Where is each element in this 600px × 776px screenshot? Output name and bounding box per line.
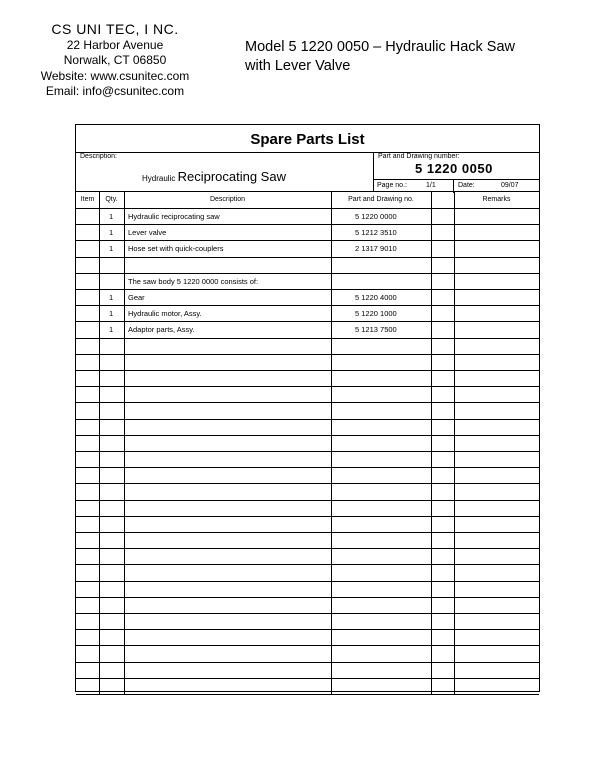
table-column-divider (431, 192, 432, 694)
table-row-rule (76, 370, 539, 371)
row-description: Lever valve (128, 228, 167, 238)
page-value: 1/1 (426, 182, 436, 189)
part-drawing-number: 5 1220 0050 (415, 161, 493, 176)
table-row-rule (76, 483, 539, 484)
model-line2: with Lever Valve (245, 58, 351, 74)
table-header-cell: Part and Drawing no. (348, 196, 414, 203)
row-description: Hydraulic reciprocating saw (128, 212, 220, 221)
table-row-rule (76, 402, 539, 403)
table-row-rule (76, 613, 539, 614)
table-header-cell (431, 192, 454, 208)
sheet-title: Spare Parts List (76, 125, 539, 153)
table-row-rule (76, 678, 539, 679)
table-row-rule (76, 224, 539, 225)
table-row-rule (76, 289, 539, 290)
table-row-rule (76, 240, 539, 241)
table-row-rule (76, 564, 539, 565)
row-part-number: 5 1212 3510 (355, 228, 397, 238)
table-row-rule (76, 419, 539, 420)
row-qty: 1 (109, 293, 114, 302)
table-column-divider (454, 192, 455, 694)
row-part-number: 5 1220 1000 (355, 309, 397, 319)
row-description: Gear (128, 293, 145, 302)
company-address2: Norwalk, CT 06850 (63, 53, 167, 67)
company-email: Email: info@csunitec.com (45, 84, 185, 98)
table-row-rule (76, 273, 539, 274)
table-row-rule (76, 694, 539, 695)
table-row-rule (76, 305, 539, 306)
table-row-rule (76, 645, 539, 646)
table-row-rule (76, 629, 539, 630)
table-row-rule (76, 516, 539, 517)
table-row-rule (76, 257, 539, 258)
row-description: Hose set with quick-couplers (128, 244, 224, 254)
table-row-rule (76, 354, 539, 355)
model-title (245, 38, 515, 76)
part-drawing-box (374, 152, 539, 192)
table-header-cell: Qty. (105, 196, 118, 203)
row-part-number: 5 1213 7500 (355, 325, 397, 335)
table-row-rule (76, 338, 539, 339)
description-big: Reciprocating Saw (177, 169, 286, 184)
row-description: The saw body 5 1220 0000 consists of: (128, 276, 259, 286)
spare-parts-sheet (75, 124, 540, 692)
table-header-cell: Description (209, 196, 245, 203)
page-date-row (374, 179, 539, 193)
table-row-rule (76, 467, 539, 468)
table-row-rule (76, 532, 539, 533)
row-qty: 1 (109, 228, 114, 238)
company-website: Website: www.csunitec.com (40, 68, 190, 83)
table-column-divider (99, 192, 100, 694)
model-line1: Model 5 1220 0050 – Hydraulic Hack Saw (245, 39, 516, 55)
part-drawing-label: Part and Drawing number: (378, 153, 460, 160)
row-part-number: 5 1220 4000 (355, 293, 397, 302)
table-row-rule (76, 435, 539, 436)
row-part-number: 2 1317 9010 (355, 244, 397, 254)
table-column-divider (124, 192, 125, 694)
table-row-rule (76, 581, 539, 582)
row-qty: 1 (109, 244, 114, 254)
date-label: Date: (458, 182, 475, 189)
date-value: 09/07 (501, 182, 519, 189)
row-qty: 1 (109, 212, 114, 221)
table-row-rule (76, 662, 539, 663)
table-row-rule (76, 500, 539, 501)
row-qty: 1 (109, 325, 114, 335)
description-box (76, 152, 374, 192)
table-row-rule (76, 321, 539, 322)
company-address1: 22 Harbor Avenue (66, 37, 164, 52)
description-value (142, 169, 286, 184)
company-block (30, 22, 200, 100)
table-row-rule (76, 597, 539, 598)
row-description: Hydraulic motor, Assy. (128, 309, 202, 319)
table-column-divider (331, 192, 332, 694)
table-header-cell: Remarks (482, 196, 511, 203)
description-label: Description: (80, 153, 117, 160)
table-header-cell: Item (80, 196, 95, 203)
row-part-number: 5 1220 0000 (355, 212, 397, 221)
table-row-rule (76, 451, 539, 452)
table-header-rule (76, 208, 539, 209)
table-row-rule (76, 548, 539, 549)
description-small: Hydraulic (142, 174, 176, 183)
page-label: Page no.: (377, 182, 407, 189)
company-name: CS UNI TEC, I NC. (51, 21, 179, 37)
row-qty: 1 (109, 309, 114, 319)
table-row-rule (76, 386, 539, 387)
row-description: Adaptor parts, Assy. (128, 325, 195, 335)
